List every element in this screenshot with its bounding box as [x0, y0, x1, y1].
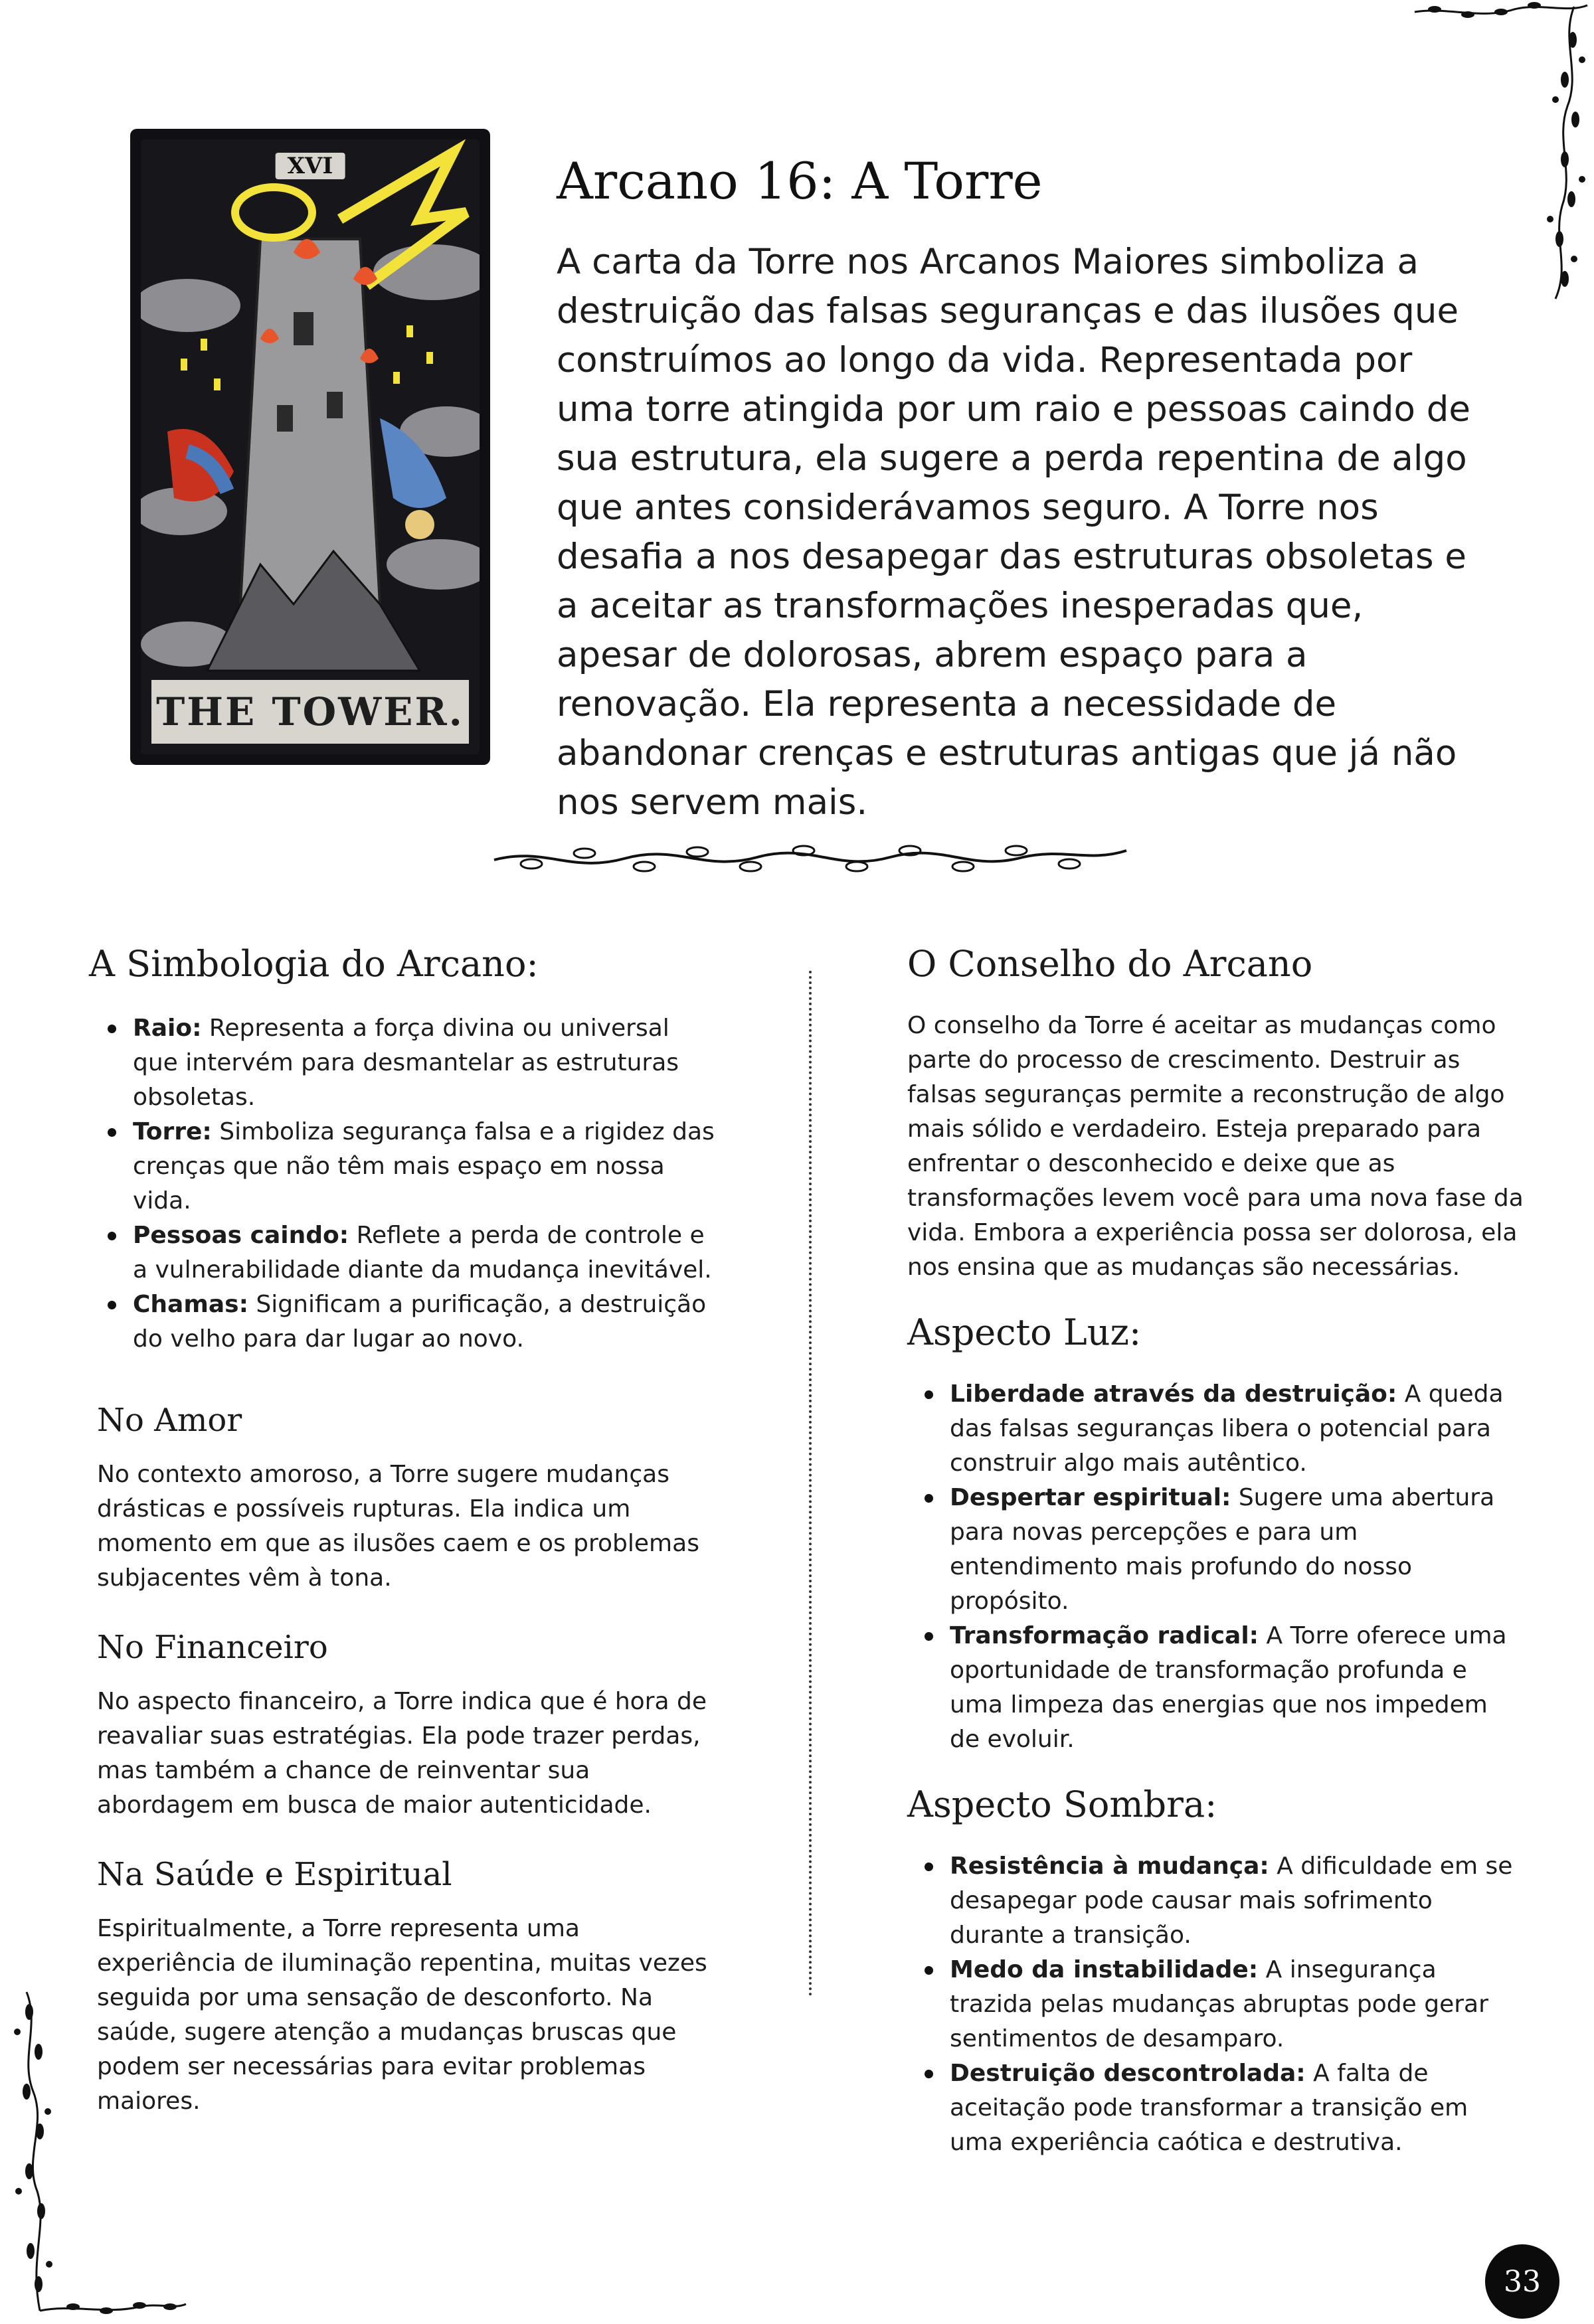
list-item: Torre: Simboliza segurança falsa e a rigidez das crenças que não têm mais espaço em nossa vida. [90, 1115, 721, 1218]
vine-divider-icon [491, 833, 1129, 880]
list-item: Transformação radical: A Torre oferece uma oportunidade de transformação profunda e uma limpeza das energias que nos impedem de evoluir. [907, 1619, 1525, 1757]
love-text: No contexto amoroso, a Torre sugere mudanças drásticas e possíveis rupturas. Ela indica um momento em que as ilusões caem e os problemas subjacentes vêm à tona. [97, 1461, 699, 1592]
list-item: Medo da instabilidade: A insegurança trazida pelas mudanças abruptas pode gerar sentimentos de desamparo. [907, 1953, 1525, 2056]
symbology-title: A Simbologia do Arcano: [89, 943, 539, 985]
right-column [907, 943, 1525, 2160]
card-artwork [141, 139, 480, 754]
symbol-list [90, 1011, 721, 1357]
list-item: Resistência à mudança: A dificuldade em se desapegar pode causar mais sofrimento durante a transição. [907, 1849, 1525, 1953]
tarot-card-image [130, 129, 490, 765]
list-item: Liberdade através da destruição: A queda das falsas seguranças libera o potencial para construir algo mais autêntico. [907, 1377, 1525, 1481]
shadow-title: Aspecto Sombra: [907, 1784, 1217, 1825]
light-title: Aspecto Luz: [907, 1311, 1142, 1353]
finance-text: No aspecto financeiro, a Torre indica que é hora de reavaliar suas estratégias. Ela pode trazer perdas, mas também a chance de reinventar sua abordagem em busca de maior autenticidade. [97, 1688, 707, 1819]
shadow-list [907, 1849, 1525, 2160]
love-title: No Amor [97, 1402, 242, 1439]
list-item: Chamas: Significam a purificação, a destruição do velho para dar lugar ao novo. [90, 1287, 721, 1357]
health-text: Espiritualmente, a Torre representa uma experiência de iluminação repentina, muitas vezes seguida por uma sensação de desconforto. Na saúde, sugere atenção a mudanças bruscas que podem ser necessárias para evitar problemas maiores. [97, 1915, 707, 2115]
list-item: Pessoas caindo: Reflete a perda de controle e a vulnerabilidade diante da mudança inevitável. [90, 1218, 721, 1287]
list-item: Destruição descontrolada: A falta de aceitação pode transformar a transição em uma experiência caótica e destrutiva. [907, 2056, 1525, 2160]
list-item: Raio: Representa a força divina ou universal que intervém para desmantelar as estruturas obsoletas. [90, 1011, 721, 1115]
intro-paragraph: A carta da Torre nos Arcanos Maiores simboliza a destruição das falsas seguranças e das ilusões que construímos ao longo da vida. Representada por uma torre atingida por um raio e pessoas caindo de sua estrutura, ela sugere a perda repentina de algo que antes considerávamos seguro. A Torre nos desafia a nos desapegar das estruturas obsoletas e a aceitar as transformações inesperadas que, apesar de dolorosas, abrem espaço para a renovação. Ela representa a necessidade de abandonar crenças e estruturas antigas que já não nos servem mais. [557, 242, 1471, 823]
advice-title: O Conselho do Arcano [907, 943, 1313, 985]
list-item: Despertar espiritual: Sugere uma abertura para novas percepções e para um entendimento mais profundo do nosso propósito. [907, 1481, 1525, 1619]
card-label: THE TOWER. [151, 680, 469, 744]
advice-text: O conselho da Torre é aceitar as mudanças como parte do processo de crescimento. Destruir as falsas seguranças permite a reconstrução de algo mais sólido e verdadeiro. Esteja preparado para enfrentar o desconhecido e deixe que as transformações levem você para uma nova fase da vida. Embora a experiência possa ser dolorosa, ela nos ensina que as mudanças são necessárias. [907, 1012, 1524, 1281]
light-list [907, 1377, 1525, 1757]
card-numeral: XVI [276, 153, 345, 179]
left-column [90, 943, 721, 2119]
page-title: Arcano 16: A Torre [557, 151, 1043, 210]
health-title: Na Saúde e Espiritual [97, 1856, 452, 1893]
finance-title: No Financeiro [97, 1629, 328, 1666]
page-number-badge: 33 [1485, 2244, 1559, 2319]
tower-illustration [141, 139, 480, 754]
column-divider [809, 971, 812, 1997]
